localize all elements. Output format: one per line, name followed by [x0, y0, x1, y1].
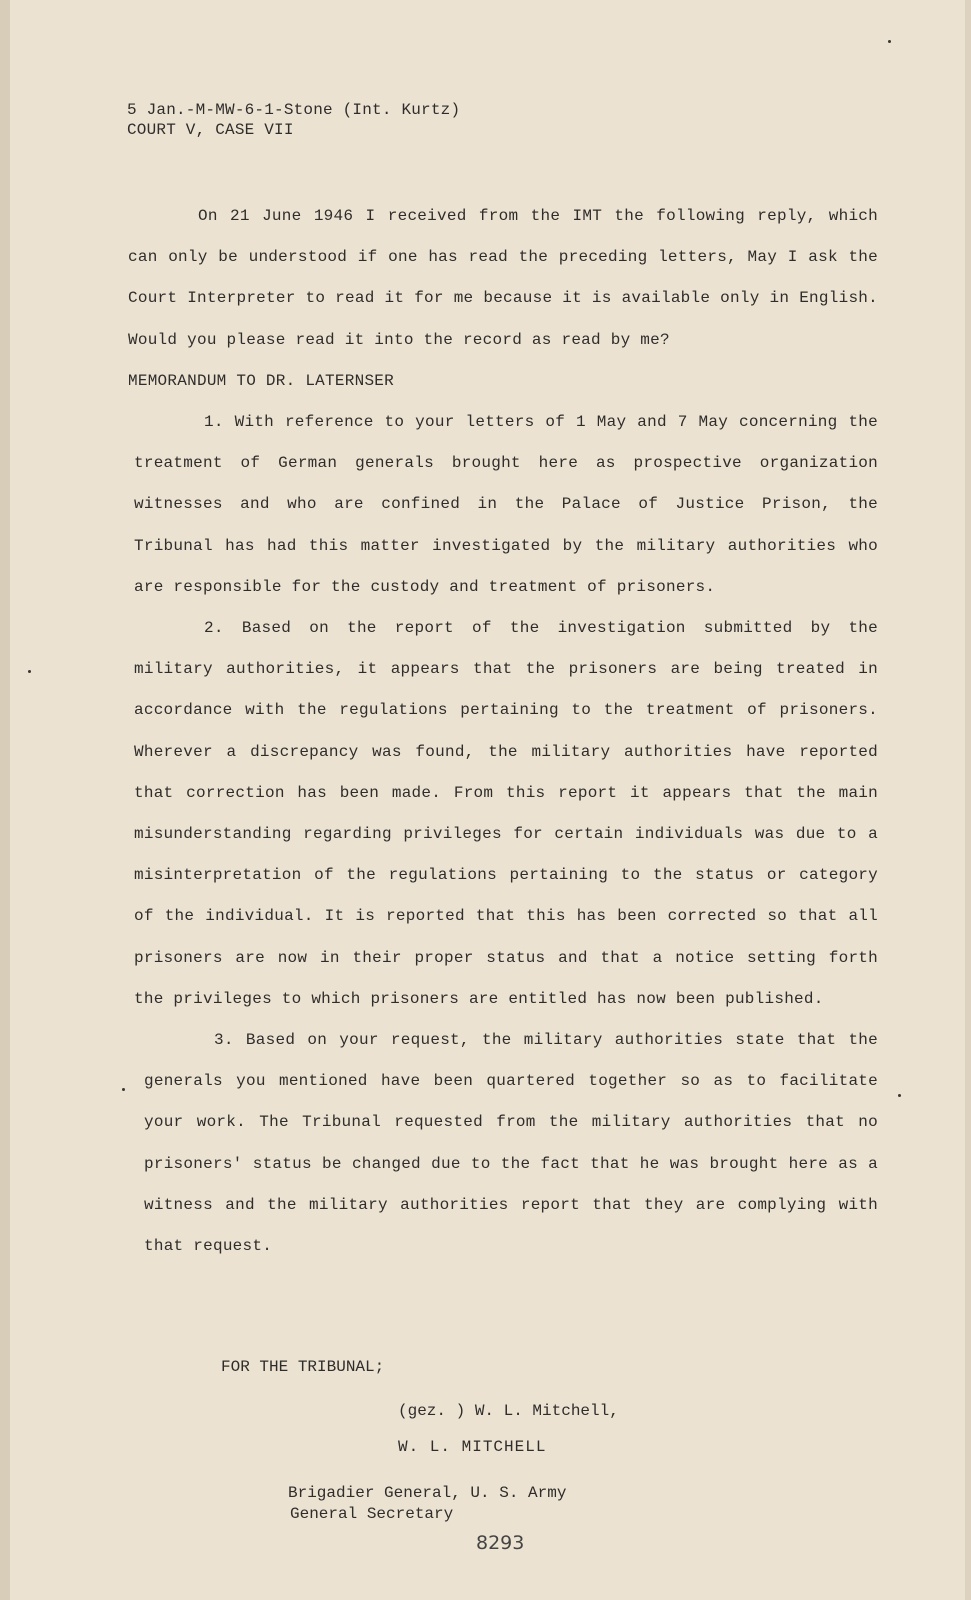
signature-signed-line: (gez. ) W. L. Mitchell, [398, 1402, 619, 1420]
memo-paragraph-2: 2. Based on the report of the investigation submitted by the military authorities, it appears that the prisoners are being treated in accordance with the regulations pertaining to the treatment of prisoners. Wherever a discrepancy was found, the military authorities have reported that correction has been made. From this report it appears that the main misunderstanding regarding privileges for certain individuals was due to a misinterpretation of the regulations pertaining to the status or category of the individual. It is reported that this has been corrected so that all prisoners are now in their proper status and that a notice setting forth the privileges to which prisoners are entitled has now been published. [134, 619, 878, 1008]
intro-paragraph: On 21 June 1946 I received from the IMT the following reply, which can only be understood if one has read the preceding letters, May I ask the Court Interpreter to read it for me because it is available only in English. Would you please read it into the record as read by me? [128, 207, 878, 349]
paper-speck [122, 1088, 125, 1091]
signatory-position: General Secretary [290, 1505, 454, 1523]
document-body [128, 196, 878, 1267]
header-reference-line: 5 Jan.-M-MW-6-1-Stone (Int. Kurtz) [127, 101, 461, 119]
memo-paragraph-3: 3. Based on your request, the military authorities state that the generals you mentioned have been quartered together so as to facilitate your work. The Tribunal requested from the military authorities that no prisoners' status be changed due to the fact that he was brought here as a witness and the military authorities report that they are complying with that request. [144, 1031, 878, 1256]
page-number: 8293 [476, 1532, 525, 1554]
paper-speck [28, 670, 31, 673]
signatory-rank: Brigadier General, U. S. Army [288, 1484, 567, 1502]
document-header [127, 100, 460, 140]
memorandum-title: MEMORANDUM TO DR. LATERNSER [128, 371, 394, 390]
signoff-line: FOR THE TRIBUNAL; [221, 1358, 385, 1376]
paper-speck [898, 1094, 901, 1097]
signature-name: W. L. MITCHELL [398, 1438, 547, 1456]
header-court-case-line: COURT V, CASE VII [127, 121, 294, 139]
paper-speck [888, 40, 891, 43]
memo-paragraph-1: 1. With reference to your letters of 1 May and 7 May concerning the treatment of German generals brought here as prospective organization witnesses and who are confined in the Palace of Justice Prison, the Tribunal has had this matter investigated by the military authorities who are responsible for the custody and treatment of prisoners. [134, 413, 878, 596]
